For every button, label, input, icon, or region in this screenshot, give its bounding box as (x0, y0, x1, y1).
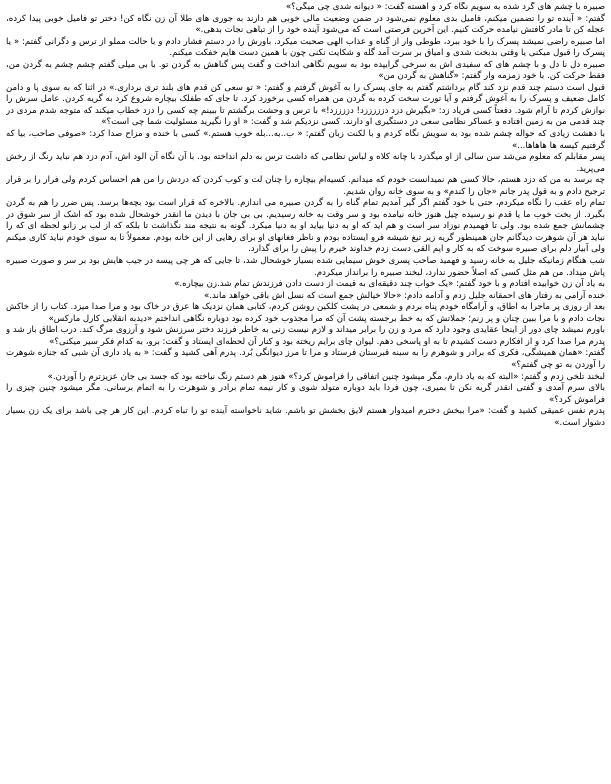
paragraph: بعد از روزی پر ماجرا به اطاق، و آرامگاه خودم پناه بردم و شمعی در پشت کلکین روشن کردم، کتابی همان نزدیک ها عرق در خاک بود و مرا صدا میزد. کتاب را از خاکش نجات دادم و با مرا ببین چنان و پر زنم؛ جملاتش که به خط برجسته پشت آن که مرا مجذوب خود کرده بود دوباره نگاهی انداختم «دیدبه انقلابی کارل مارکس» (6, 302, 605, 324)
paragraph: پدرم نفس عمیقی کشید و گفت: «مرا ببخش دخترم امیدوار هستم لایق بخشش تو باشم. شاید ناخواسته آینده تو را تباه کردم. این کار هر چی باشد برای یک زن بسیار دشوار است.» (6, 406, 605, 428)
paragraph: اما صبیره راضی نمیشد پسرک را با خود ببرد، طوطی وار از گناه و عذاب الهی صحبت میکرد. باورش را در دستم فشار دادم و با حالت مملو از ترس و دگرانی گفتم: « یا پسرک را قبول میکنی یا وقتی بدبخت شدی و امیاق بر سرت آمد گله و شکایت نکنی چون با همین دست هایم خفکت میکنم. (6, 36, 605, 59)
paragraph: قبول است دستم چند قدم نزد کند گام برداشتم گفتم به جای پسرک را به آغوش گرفتم و گفتم: « تو سعی کن قدم های بلند تری برداری.» در اثنا که به سوی پا و دامن کامل ضعیف و پسرک را به آغوش گرفتم و آیا تورت سخت کرده به گردن من همراه کسی برخورد کرد. تا جای که طفلک بیچاره شروع کرد به گریه کردن. عامل سرش را نوازش کردم تا آرام شود. دفعتاً کسی فریاد زد: «بگیرش دزد دزززززد! دززززد!» با ترس و وحشت برگشتم تا ببینم چه کسی را دزد خطاب میکند که متوجه شدم مردی در چند قدمی من به زمین افتاده و عساکر نظامی سعی در دستگیری او دارند. کسی نزدیکم شد و گفت: « او را نگیرید مسئولیت شما چی است؟» (6, 82, 605, 128)
paragraph: گفتم: « آینده تو را تضمین میکنم، فامیل بدی معلوم نمی‌شود در ضمن وضعیت مالی خوبی هم دارند به جوری های طلا آن زن نگاه کن! دختر تو فامیل خوبی پیدا کرده، عجله کن تا مادر کافتش نیامده حرکت کنیم. این آخرین فرصتی است که می‌شود آینده خود را از تباهی نجات بدهی.» (6, 13, 605, 36)
paragraph: بالای سرم آمدی و گفتی انقدر گریه نکن تا بمیری، چون فردا باید دوباره متولد شوی و کار نیمه تمام برادر و شوهرت را به اتمام برسانی. مگر میشود چنین چیزی را فراموش کرد؟» (6, 383, 605, 405)
paragraph: لبخند تلخی زدم و گفتم: «البته که به یاد دارم، مگر میشود چنین اتفاقی را فراموش کرد؟» هنوز هم دستم رنگ نباخته بود که جسد بی جان عزیزترم را آوردن.» (47, 371, 605, 382)
paragraph: چه برسد به من که دزد هستم، حالا کسی هم نمیدانست خودم که میدانم. کسیه‌ام بیچاره را چنان لت و کوب کردن که دردش را من هم احساس کردم ولی فرار را بر قرار ترجیح دادم و به قول پدر جانم «جان را کندم» و به سوی خانه روان شدیم. (6, 175, 605, 197)
paragraph: باورم نمیشد چای دور از اینجا عقایدی وجود دارد که مرد و زن را برابر میداند و لازم نیست زنی به خاطر فرزند دختر سرزنش شود و آرزوی مرگ کند. درب اطاق باز شد و پدرم مرا صدا کرد و از افکارم دست کشیدم تا به او پاسخی دهم. لیوان چای برایم ریخته بود و کنار آن لحظه‌ای ایستاد و گفت: برو، به کدام فکر سیر میکنی؟» (6, 325, 605, 347)
paragraph: به یاد آن زن خوابیده افتادم و با خود گفتم: «یک خواب چند دقیقه‌ای به قیمت از دست دادن فرزندش تمام شد.زن بیچاره.» (174, 279, 605, 290)
paragraph: گفتم: «همان همیشگی، فکری که برادر و شوهرم را به سینه قبرستان فرستاد و مرا تا مرز دیوانگی بُرد. پدرم آهی کشید و گفت: « به یاد داری آن شبی که جنازه شوهرت را آوردن به تو چی گفتم؟» (6, 348, 605, 370)
document-page (6, 2, 605, 782)
paragraph: با دهشت زیادی که حواله چشم شده بود به سویش نگاه کردم و با لکنت زبان گفتم: « ب..به...بله خوب هستم.» کسی با خنده و مزاح صدا کرد: «صوفی صاحب، بیا که گرفتیم کیسه ها هاهاها...» (6, 129, 605, 151)
paragraph: صبیره دل نا دل و با چشم های که سفیدی اش به سرخی گرایپده بود به سویم نگاهی انداخت و گفت پس گناهش به گردن تو. با بی میلی گفتم چشم چشم به گردن من، فقط حرکت کن. با خود زمزمه وار گفتم: «گناهش به گردن من» (6, 59, 605, 82)
paragraph: تمام راه عقب را نگاه میکردم، حتی با خود گفتم اگر گیر آمدیم تمام گناه را به گردن صبیره می اندازم. بالاخره که قرار است بود بچه‌ها برسد. پس ضرر را هم به گردن بگیرد. از بخت خوب ما یا قدم نو رسیده چیل هنوز خانه نیامده بود و سر وقت به خانه رسیدیم. بی بی جان با دیدن ما انقدر خوشحال شده بود که اشک از سر شوق در چشمانش جمع شده بود. ولی تا فهمیدم نوزاد سر است و هم اید که او به دنیا بیاید او به دنیا میکرد. گونه به نتیجه مند نگذاشت تا بلکه که از لب بر زانو لحظه ای که را نباید هر آن شوهرت دیدگانم جان همینطور گریه زیر تیغ شیشه فرو ایستاده بودم و ناظر فغانهای او برای رهایی از این خانه بودم. معمولاً تا به سوی خودم نباید کاری میکنم ولی آبیار دلم برای صبیره سوخت که به کار و ایم القی دست زدم خداوند خیرم را پیش را برای گذارد. (6, 198, 605, 255)
paragraph: صبیره با چشم های گرد شده به سویم نگاه کرد و آهسته گفت: « دیوانه شدی چی میگی؟» (285, 2, 605, 12)
paragraph: شب هنگام زمانیکه جلیل به خانه رسید و فهمید صاحب پسری خوش سیمایی شده بسیار خوشحال شد، تا جایی که هر چی پیسه در جیب هایش بود بر سر و صورت صبیره پاش میداد. من هم مثل کسی که اصلاً حضور ندارد، لبخند صبیره را برانداز میکردم. (6, 256, 605, 278)
paragraph: خنده آرامی به رفتار های احمقانه جلیل زدم و آدامه دادم: «حالا خیالش جمع است که نسل اش باقی خواهد ماند.» (204, 290, 605, 301)
paragraph: پسر مقابلم که معلوم می‌شد سن سالی از او میگذرد با چانه کلاه و لباس نظامی که داشت ترس به دلم انداخته بود. با آن نگاه آن الود اش، آدم دزد هم نباید رنگ از رخش می‌پرید. (6, 152, 605, 174)
